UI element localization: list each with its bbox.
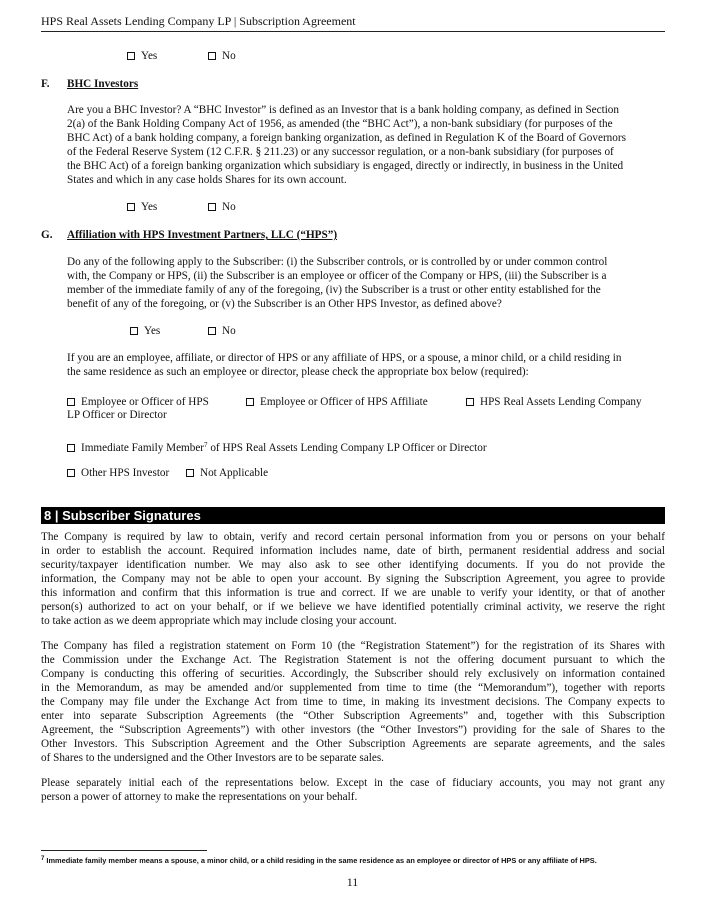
para1-line: this information and confirm that this information is true and correct. If we are unable to verify your identity, or that of another: [41, 587, 665, 599]
employee-instructions-line: If you are an employee, affiliate, or director of HPS or any affiliate of HPS, or a spouse, a minor child, or a child residing in: [67, 352, 622, 364]
opt-not-applicable[interactable]: Not Applicable: [186, 467, 268, 480]
opt-rale-officer-cont: LP Officer or Director: [67, 409, 167, 421]
para2-line: Agreement, the “Subscription Agreements”) with other investors (the “Other Investors”) providing for the sale of Shares to the: [41, 724, 665, 736]
para1-line: information, the Company may not be able to open your account. By signing the Subscription Agreement, you agree to provide: [41, 573, 665, 585]
para3-line: person a power of attorney to make the representations on your behalf.: [41, 791, 358, 803]
header-rule: [41, 31, 665, 32]
para1-line: security/taxpayer identification number. We may also ask to see other identifying documents. If you do not provide the: [41, 559, 665, 571]
checkbox-icon[interactable]: [208, 327, 216, 335]
para2-line: Other Investors. This Subscription Agreement and the Other Subscription Agreements are separate agreements, and the sales: [41, 738, 665, 750]
footnote: $^7$ Immediate family member means a spouse, a minor child, or a child residing in the same residence as an employee or director of HPS or any affiliate of HPS.: [41, 856, 597, 865]
para2-line: of Shares to the undersigned and the Other Investors are to be separate sales.: [41, 752, 384, 764]
para3-line: Please separately initial each of the representations below. Except in the case of fiduciary accounts, you may not grant any: [41, 777, 665, 789]
checkbox-icon[interactable]: [127, 203, 135, 211]
checkbox-icon[interactable]: [208, 52, 216, 60]
checkbox-icon[interactable]: [186, 469, 194, 477]
checkbox-icon[interactable]: [67, 469, 75, 477]
section-g-line: benefit of any of the foregoing, or (v) the Subscriber is an Other HPS Investor, as defined above?: [67, 298, 502, 310]
page-header: HPS Real Assets Lending Company LP | Subscription Agreement: [41, 14, 356, 28]
section-f-line: States and which in any case holds Shares for its own account.: [67, 174, 347, 186]
para2-line: the Commission under the Exchange Act. The Registration Statement is not the offering document pursuant to which the: [41, 654, 665, 666]
page-number: 11: [346, 875, 359, 889]
top-no-option[interactable]: No: [208, 50, 236, 63]
para1-line: to take action as we deem appropriate which may include closing your account.: [41, 615, 397, 627]
section-f-line: 2(a) of the Bank Holding Company Act of 1956, as amended (the “BHC Act”), a non-bank subsidiary (for purposes of the: [67, 118, 613, 130]
opt-employee-hps[interactable]: Employee or Officer of HPS: [67, 396, 209, 409]
opt-immediate-family[interactable]: Immediate Family Member$^7$ of HPS Real Assets Lending Company LP Officer or Director: [67, 439, 487, 455]
footnote-mark: 7: [41, 856, 45, 862]
para1-line: in order to establish the account. Required information includes name, date of birth, permanent residential address and social: [41, 545, 665, 557]
opt-employee-affiliate[interactable]: Employee or Officer of HPS Affiliate: [246, 396, 428, 409]
top-yes-option[interactable]: Yes: [127, 50, 157, 63]
para2-line: the Company may file under the Exchange Act from time to time, in making its investment decisions. The Company expects to: [41, 696, 665, 708]
checkbox-icon[interactable]: [246, 398, 254, 406]
para2-line: in the Memorandum, as may be amended and/or supplemented from time to time (the “Memorandum”), together with reports: [41, 682, 665, 694]
section-f-title: BHC Investors: [67, 78, 139, 90]
section-g-line: member of the immediate family of any of the foregoing, (iv) the Subscriber is a trust or other entity established for the: [67, 284, 601, 296]
checkbox-icon[interactable]: [127, 52, 135, 60]
para2-line: The Company has filed a registration statement on Form 10 (the “Registration Statement”) for the registration of its Shares with: [41, 640, 665, 652]
checkbox-icon[interactable]: [208, 203, 216, 211]
section-f-letter: F.: [41, 78, 50, 90]
para1-line: The Company is required by law to obtain, verify and record certain personal information from you or persons on your behalf: [41, 531, 665, 543]
bhc-yes-option[interactable]: Yes: [127, 201, 157, 214]
section-g-line: Do any of the following apply to the Subscriber: (i) the Subscriber controls, or is controlled by or under common control: [67, 256, 608, 268]
para2-line: Company is conducting this offering of securities. Accordingly, the Subscriber should rely exclusively on information contained: [41, 668, 665, 680]
para1-line: person(s) authorized to act on your behalf, or if we believe we have identified potentially criminal activity, we reserve the right: [41, 601, 665, 613]
opt-other-hps-investor[interactable]: Other HPS Investor: [67, 467, 169, 480]
section-g-title: Affiliation with HPS Investment Partners, LLC (“HPS”): [67, 229, 338, 241]
section-g-letter: G.: [41, 229, 53, 241]
section-8-heading: 8 | Subscriber Signatures: [41, 507, 665, 524]
affiliation-yes-option[interactable]: Yes: [130, 325, 160, 338]
bhc-no-option[interactable]: No: [208, 201, 236, 214]
checkbox-icon[interactable]: [67, 398, 75, 406]
para2-line: enter into separate Subscription Agreements (the “Other Subscription Agreements” and, together with this Subscription: [41, 710, 665, 722]
checkbox-icon[interactable]: [67, 444, 75, 452]
section-f-line: the BHC Act) of a foreign banking organization which subsidiary is engaged, directly or indirectly, in business in the United: [67, 160, 624, 172]
checkbox-icon[interactable]: [130, 327, 138, 335]
checkbox-icon[interactable]: [466, 398, 474, 406]
opt-rale-officer[interactable]: HPS Real Assets Lending Company: [466, 396, 642, 409]
employee-instructions-line: the same residence as such an employee or director, please check the appropriate box below (required):: [67, 366, 529, 378]
section-g-line: with, the Company or HPS, (ii) the Subscriber is an employee or officer of the Company or HPS, (iii) the Subscriber is a: [67, 270, 607, 282]
footnote-ref: 7: [204, 441, 208, 449]
affiliation-no-option[interactable]: No: [208, 325, 236, 338]
section-f-line: of the Federal Reserve System (12 C.F.R. § 211.23) or any successor regulation, or a non-bank subsidiary (for purposes of: [67, 146, 614, 158]
footnote-rule: [41, 850, 207, 851]
section-f-line: BHC Act) of a bank holding company, a foreign banking organization, as defined in Regulation K of the Board of Governors: [67, 132, 626, 144]
section-f-line: Are you a BHC Investor? A “BHC Investor” is defined as an Investor that is a bank holding company, as defined in Section: [67, 104, 619, 116]
